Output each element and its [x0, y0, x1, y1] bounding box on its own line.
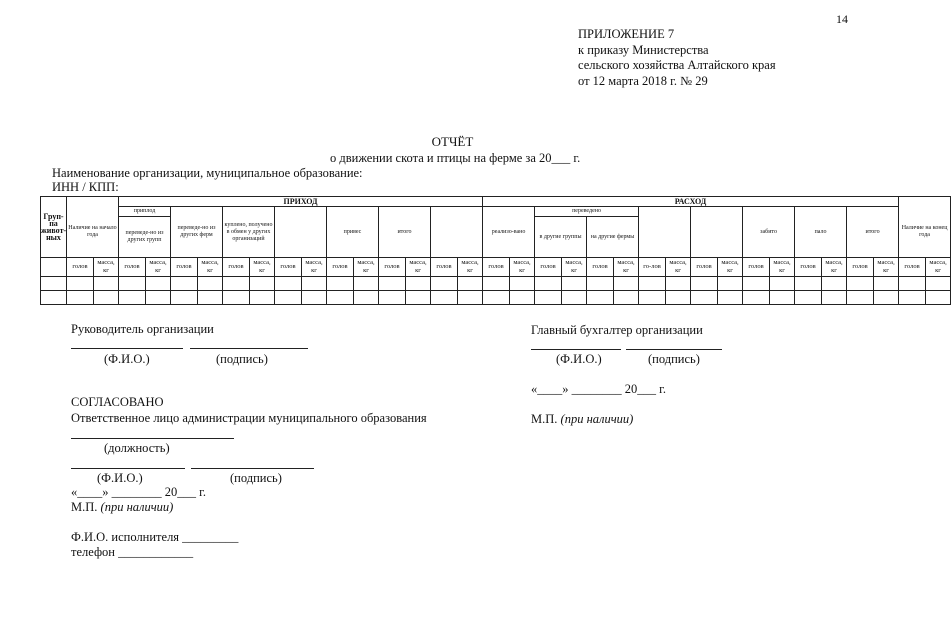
unit-mass: масса, кг: [770, 258, 795, 277]
report-subtitle: о движении скота и птицы на ферме за 20___ г.: [330, 151, 581, 165]
responsible-stamp-note: [71, 500, 173, 515]
unit-heads: голов: [119, 258, 146, 277]
appendix-block: [578, 27, 776, 89]
header-offspring: приплод: [119, 207, 171, 217]
unit-mass: масса, кг: [250, 258, 275, 277]
unit-heads: голов: [795, 258, 822, 277]
header-transferred: переведено: [535, 207, 639, 217]
accountant-date-line: «____» ________ 20___ г.: [531, 382, 666, 396]
header-bought: куплено, получено в обмен у других организаций: [223, 207, 275, 258]
stamp-note: (при наличии): [560, 412, 634, 426]
chief-accountant-label: Главный бухгалтер организации: [531, 323, 703, 337]
head-label: Руководитель организации: [71, 322, 214, 336]
unit-heads: голов: [379, 258, 406, 277]
header-to-farms: на другие фермы: [587, 217, 639, 258]
appendix-line-4: от 12 марта 2018 г. № 29: [578, 73, 708, 88]
appendix-line-2: к приказу Министерства: [578, 42, 709, 57]
agreed-label: СОГЛАСОВАНО: [71, 395, 164, 409]
unit-mass: масса, кг: [510, 258, 535, 277]
header-animal-group: Груп-па живот-ных: [41, 197, 67, 258]
accountant-sign-caption: (подпись): [648, 352, 700, 366]
header-from-groups: переведе-но из других групп: [119, 217, 171, 258]
unit-mass: масса, кг: [302, 258, 327, 277]
accountant-stamp-note: [531, 412, 633, 427]
responsible-date-line: «____» ________ 20___ г.: [71, 485, 206, 499]
header-end-year: Наличие на конец года: [899, 207, 951, 258]
unit-mass: масса, кг: [718, 258, 743, 277]
header-fallen: пало: [795, 207, 847, 258]
unit-mass: масса, кг: [562, 258, 587, 277]
unit-heads: голов: [431, 258, 458, 277]
unit-heads: голов: [587, 258, 614, 277]
unit-heads: голов: [691, 258, 718, 277]
header-expense-total: итого: [847, 207, 899, 258]
responsible-fio-caption: (Ф.И.О.): [97, 471, 143, 485]
unit-mass: масса, кг: [146, 258, 171, 277]
header-slaughtered: забито: [743, 207, 795, 258]
head-fio-caption: (Ф.И.О.): [104, 352, 150, 366]
table-row: [41, 291, 951, 305]
unit-heads: голов: [171, 258, 198, 277]
unit-heads: голов: [483, 258, 510, 277]
header-expense: РАСХОД: [483, 197, 899, 207]
unit-mass: масса, кг: [198, 258, 223, 277]
phone-line: телефон ____________: [71, 545, 194, 559]
page-number: 14: [836, 12, 848, 26]
unit-mass: масса, кг: [94, 258, 119, 277]
unit-heads: голов: [67, 258, 94, 277]
unit-mass: масса, кг: [874, 258, 899, 277]
stamp-prefix: М.П.: [531, 412, 558, 426]
stamp-prefix: М.П.: [71, 500, 98, 514]
responsible-person-label: Ответственное лицо администрации муниципального образования: [71, 411, 427, 425]
unit-mass: масса, кг: [614, 258, 639, 277]
unit-mass: масса, кг: [822, 258, 847, 277]
report-title: ОТЧЁТ: [431, 134, 474, 149]
unit-heads: голов: [223, 258, 250, 277]
unit-heads: голов: [899, 258, 926, 277]
unit-heads: голов: [535, 258, 562, 277]
header-start-year: Наличие на начало года: [67, 207, 119, 258]
unit-mass: масса, кг: [926, 258, 951, 277]
header-gain: привес: [327, 207, 379, 258]
position-caption: (должность): [104, 441, 170, 455]
header-sold: реализо-вано: [483, 207, 535, 258]
unit-mass: масса, кг: [354, 258, 379, 277]
appendix-line-3: сельского хозяйства Алтайского края: [578, 58, 776, 72]
stamp-note: (при наличии): [100, 500, 174, 514]
inn-label: ИНН / КПП:: [52, 180, 119, 194]
head-sign-caption: (подпись): [216, 352, 268, 366]
table-row: [41, 277, 951, 291]
accountant-fio-caption: (Ф.И.О.): [556, 352, 602, 366]
appendix-line-1: ПРИЛОЖЕНИЕ 7: [578, 27, 675, 41]
unit-heads: голов: [743, 258, 770, 277]
livestock-report-table: [40, 196, 951, 305]
header-from-farms: переведе-но из других ферм: [171, 207, 223, 258]
unit-heads: голов: [847, 258, 874, 277]
responsible-sign-caption: (подпись): [230, 471, 282, 485]
organization-label: Наименование организации, муниципальное образование:: [52, 166, 363, 180]
header-income-total: итого: [379, 207, 431, 258]
unit-mass: масса, кг: [406, 258, 431, 277]
unit-heads: голов: [327, 258, 354, 277]
executor-line: Ф.И.О. исполнителя _________: [71, 530, 239, 544]
unit-mass: масса, кг: [458, 258, 483, 277]
header-to-groups: в другие группы: [535, 217, 587, 258]
unit-heads: го-лов: [639, 258, 666, 277]
unit-heads: голов: [275, 258, 302, 277]
unit-mass: масса, кг: [666, 258, 691, 277]
header-income: ПРИХОД: [119, 197, 483, 207]
